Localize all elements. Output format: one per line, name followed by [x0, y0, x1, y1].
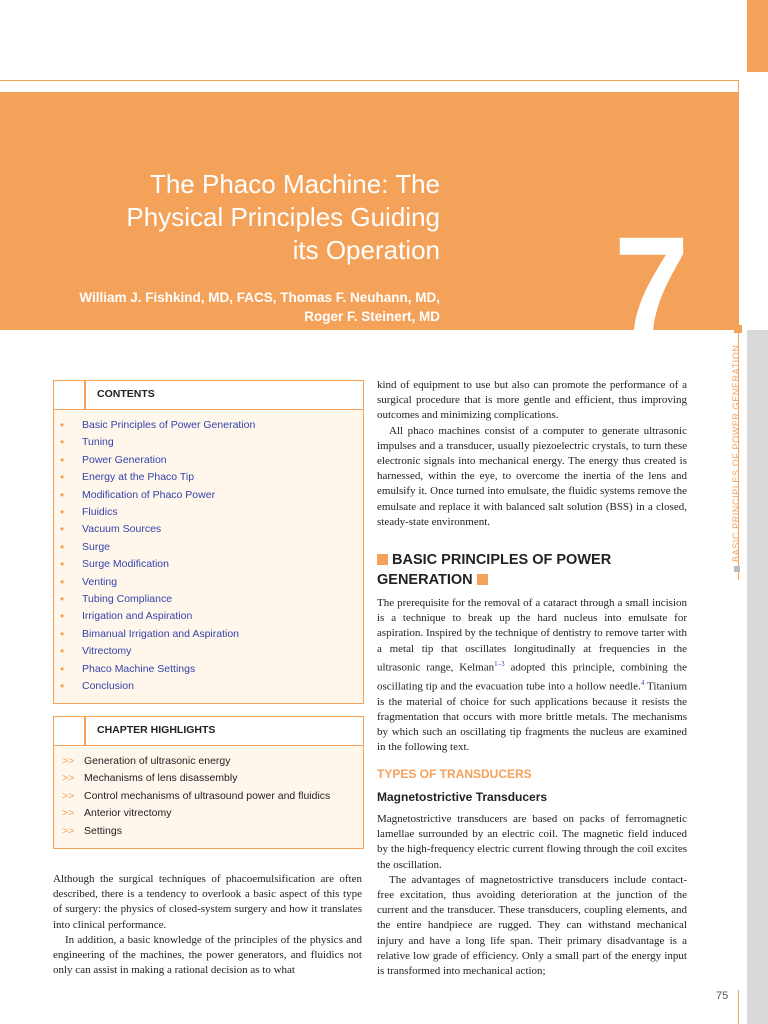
chapter-title: The Phaco Machine: The Physical Principles Guiding its Operation	[126, 169, 440, 265]
arrow-icon: >>	[62, 824, 75, 837]
citation-link[interactable]: 4	[640, 678, 645, 687]
contents-box	[53, 380, 364, 704]
toc-item[interactable]: • Basic Principles of Power Generation	[54, 417, 255, 434]
page-number: 75	[716, 990, 729, 1002]
toc-item[interactable]: • Venting	[54, 574, 255, 591]
paragraph: In addition, a basic knowledge of the principles of the physics and engineering of the machines, the power generators, and fluidics not only can assist in making a rational decision as to what	[53, 933, 362, 977]
toc-item[interactable]: • Vacuum Sources	[54, 521, 255, 538]
section-tab-label: BASIC PRINCIPLES OF POWER GENERATION	[731, 345, 741, 572]
paragraph: The advantages of magnetostrictive transducers include contact-free excitation, thus avoiding deterioration at the junction of the current and the transducer. These transducers, coupling elements, and the entire handpiece are rugged. They can withstand mechanical injury and have a long life span. Their primary disadvantage is a relative low grade of efficiency. Only a small part of the energy input is transformed into mechanical action;	[377, 873, 687, 978]
arrow-icon: >>	[62, 755, 75, 767]
toc-item[interactable]: • Modification of Phaco Power	[54, 487, 255, 504]
toc-item[interactable]: • Surge	[54, 539, 255, 556]
toc-item[interactable]: • Energy at the Phaco Tip	[54, 469, 255, 486]
contents-list	[54, 417, 255, 696]
highlight-item: >> Control mechanisms of ultrasound power and fluidics	[54, 788, 330, 805]
toc-item[interactable]: • Fluidics	[54, 504, 255, 521]
subsubsection-heading: Magnetostrictive Transducers	[377, 790, 548, 804]
highlight-item: >> Anterior vitrectomy	[54, 805, 330, 822]
chapter-number: 7	[614, 205, 690, 373]
highlights-list	[54, 753, 330, 840]
highlights-box	[53, 716, 364, 849]
square-icon	[377, 554, 388, 565]
paragraph: The prerequisite for the removal of a cataract through a small incision is a technique to break up the hard nucleus into emulsate for aspiration. Inspired by the technique of dentistry to remove tarter with a metal tip that oscillates longitudinally at frequencies in the ultrasonic range, Kelman$^{1-3}$ adopted this principle, combining the oscillating tip and the evacuation tube into a hollow needle.$^4$ Titanium is the material of choice for such applications because it resists the fragmentation that occurs with more brittle metals. The mechanisms by which such an oscillating tip fragments the nucleus are examined in the following text.	[377, 597, 687, 754]
toc-item[interactable]: • Power Generation	[54, 452, 255, 469]
paragraph: Although the surgical techniques of phacoemulsification are often described, there is a tendency to overlook a basic aspect of this type of surgery: the physics of closed-system surgery and how it translates into clinical performance.	[53, 873, 362, 931]
square-icon	[477, 574, 488, 585]
paragraph: Magnetostrictive transducers are based on packs of ferromagnetic lamellae surrounded by an electric coil. The magnetic field induced by the high-frequency electric current flowing through the coil excites the oscillation.	[377, 813, 687, 871]
toc-item[interactable]: • Phaco Machine Settings	[54, 661, 255, 678]
transducer-body	[377, 812, 687, 979]
arrow-icon: >>	[62, 789, 75, 802]
page-edge-tab	[747, 0, 768, 72]
contents-heading: CONTENTS	[97, 388, 155, 400]
chapter-authors: William J. Fishkind, MD, FACS, Thomas F. Neuhann, MD, Roger F. Steinert, MD	[79, 290, 440, 324]
toc-item[interactable]: • Conclusion	[54, 678, 255, 695]
left-column-text	[53, 872, 362, 978]
subsection-heading: TYPES OF TRANSDUCERS	[377, 767, 532, 781]
toc-item[interactable]: • Tuning	[54, 434, 255, 451]
arrow-icon: >>	[62, 807, 75, 820]
citation-link[interactable]: 1–3	[494, 659, 505, 668]
highlight-item: >> Settings	[54, 823, 330, 840]
arrow-icon: >>	[62, 772, 75, 785]
highlight-item: >> Mechanisms of lens disassembly	[54, 770, 330, 787]
toc-item[interactable]: • Tubing Compliance	[54, 591, 255, 608]
paragraph: kind of equipment to use but also can promote the performance of a surgical procedure that is more gentle and efficient, thus improving outcomes and minimizing complications.	[377, 379, 687, 422]
right-column-intro	[377, 378, 687, 530]
section-body	[377, 596, 687, 755]
paragraph: All phaco machines consist of a computer to generate ultrasonic impulses and a transducer, usually piezoelectric crystals, to turn these electronic signals into mechanical energy. The energy thus created is harnessed, within the eye, to overcome the inertia of the lens and emulsify it. Once turned into emulsate, the fluidic systems remove the emulsate and replace it with balanced salt solution (BSS) in a closed, steady-state environment.	[377, 424, 687, 528]
highlights-heading: CHAPTER HIGHLIGHTS	[97, 724, 216, 736]
side-rule-bottom	[738, 990, 739, 1024]
toc-item[interactable]: • Irrigation and Aspiration	[54, 608, 255, 625]
section-heading: BASIC PRINCIPLES OF POWER GENERATION	[377, 552, 612, 588]
highlight-item: >> Generation of ultrasonic energy	[54, 753, 330, 770]
toc-item[interactable]: • Vitrectomy	[54, 643, 255, 660]
page-edge-band	[747, 330, 768, 1024]
contents-header	[54, 381, 363, 410]
toc-item[interactable]: • Bimanual Irrigation and Aspiration	[54, 626, 255, 643]
toc-item[interactable]: • Surge Modification	[54, 556, 255, 573]
highlights-header	[54, 717, 363, 746]
top-rule	[0, 80, 738, 81]
